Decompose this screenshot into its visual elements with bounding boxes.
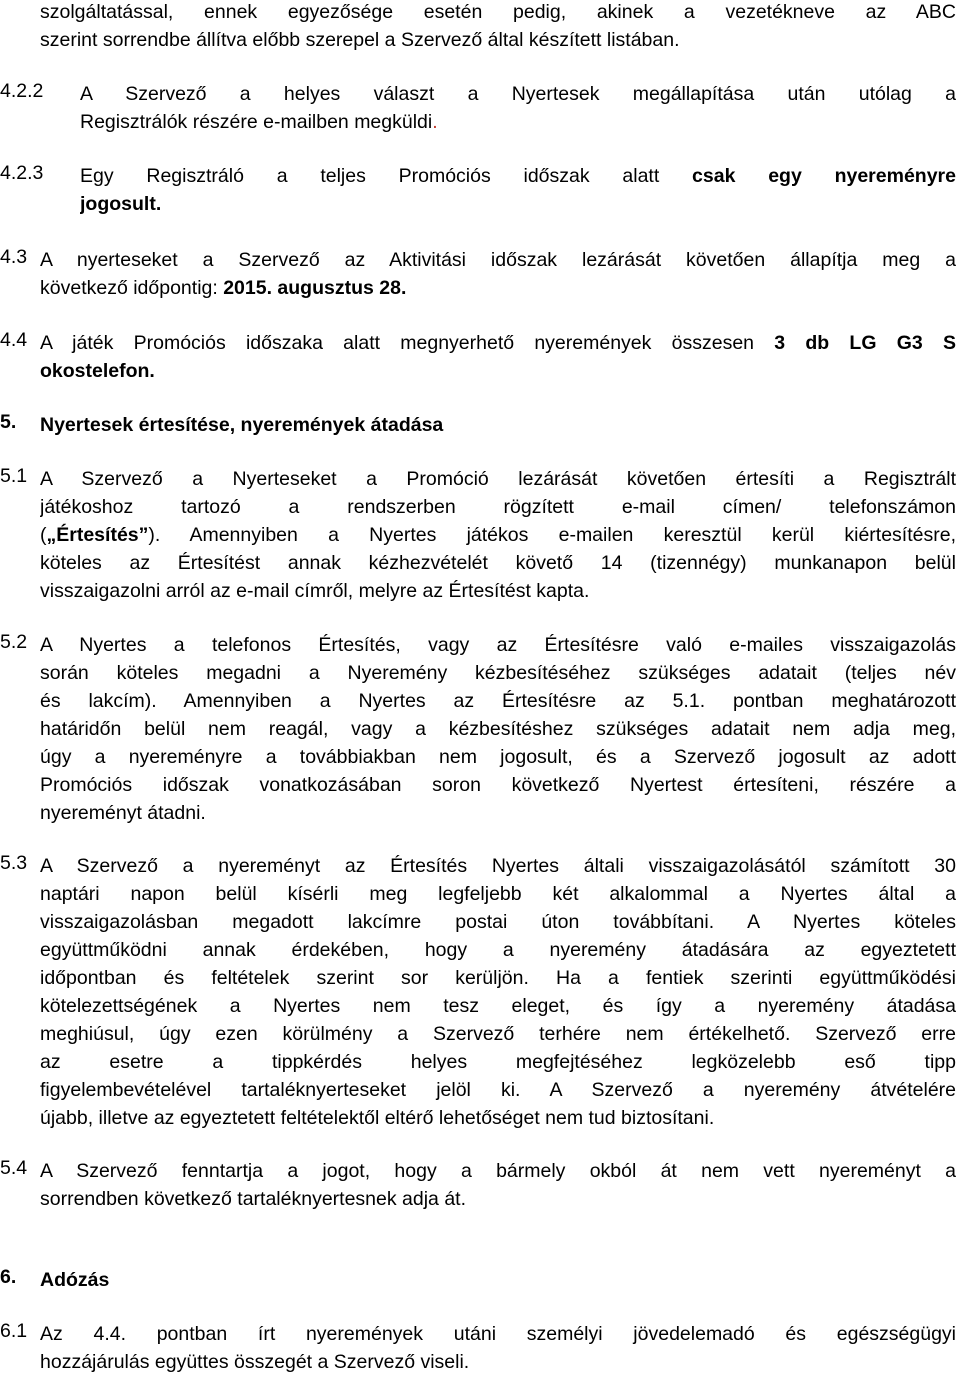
- text-line: határidőn belül nem reagál, vagy a kézbesítéshez szükséges adatait nem adja meg,: [40, 718, 956, 740]
- section-number: 5.4: [0, 1157, 28, 1179]
- text-line: Promóciós időszak vonatkozásában soron következő Nyertest értesíteni, részére a: [40, 774, 956, 796]
- text-line: [80, 162, 956, 190]
- text-line: [80, 108, 956, 136]
- heading-title: Adózás: [40, 1269, 110, 1291]
- text-line: úgy a nyereményre a továbbiakban nem jogosult, és a Szervező jogosult az adott: [40, 746, 956, 768]
- text-span: Regisztrálók részére e-mailben megküldi: [80, 111, 433, 133]
- text-line: A Szervező fenntartja a jogot, hogy a bármely okból át nem vett nyereményt a: [40, 1160, 956, 1182]
- text-span-bold: „Értesítés”: [46, 524, 149, 546]
- text-line: az esetre a tippkérdés helyes megfejtéséhez legközelebb eső tipp: [40, 1051, 956, 1073]
- section-number: 4.2.3: [0, 162, 44, 184]
- text-line: [40, 521, 956, 549]
- text-line: A Szervező a nyereményt az Értesítés Nyertes általi visszaigazolásától számított 30: [40, 855, 956, 877]
- text-line: újabb, illetve az egyeztetett feltételektől eltérő lehetőséget nem tud biztosítani.: [40, 1107, 715, 1129]
- heading-number: 5.: [0, 411, 17, 433]
- text-line: figyelembevételével tartaléknyerteseket jelöl ki. A Szervező a nyeremény átvételére: [40, 1079, 956, 1101]
- text-line: A Nyertes a telefonos Értesítés, vagy az Értesítésre való e-mailes visszaigazolás: [40, 634, 956, 656]
- text-line: [40, 274, 956, 302]
- heading-number: 6.: [0, 1266, 17, 1288]
- text-line: sorrendben következő tartaléknyertesnek adja át.: [40, 1188, 467, 1210]
- section-number: 4.4: [0, 329, 28, 351]
- text-span-bold: 2015. augusztus 28.: [223, 277, 407, 299]
- text-line: időpontban és feltételek szerint sor kerüljön. Ha a fentiek szerinti együttműködési: [40, 967, 956, 989]
- text-line: A Szervező a Nyerteseket a Promóció lezárását követően értesíti a Regisztrált: [40, 468, 956, 490]
- text-line: A Szervező a helyes választ a Nyertesek megállapítása után utólag a: [80, 83, 956, 105]
- text-line: együttműködni annak érdekében, hogy a nyeremény átadására az egyeztetett: [40, 939, 956, 961]
- section-number: 4.3: [0, 246, 28, 268]
- section-number: 6.1: [0, 1320, 28, 1342]
- section-number: 4.2.2: [0, 80, 44, 102]
- text-line: játékoshoz tartozó a rendszerben rögzített e-mail címen/ telefonszámon: [40, 496, 956, 518]
- text-line: Az 4.4. pontban írt nyeremények utáni személyi jövedelemadó és egészségügyi: [40, 1323, 956, 1345]
- text-span-bold: 3 db LG G3 S: [774, 332, 956, 354]
- text-span-bold: csak egy nyereményre: [692, 165, 956, 187]
- heading-title: Nyertesek értesítése, nyeremények átadása: [40, 414, 444, 436]
- text-line: okostelefon.: [40, 360, 155, 382]
- section-number: 5.2: [0, 631, 28, 653]
- text-line: naptári napon belül kísérli meg legfeljebb két alkalommal a Nyertes által a: [40, 883, 956, 905]
- text-line: nyereményt átadni.: [40, 802, 206, 824]
- text-line: A nyerteseket a Szervező az Aktivitási időszak lezárását követően állapítja meg a: [40, 249, 956, 271]
- text-line: kötelezettségének a Nyertes nem tesz eleget, és így a nyeremény átadása: [40, 995, 956, 1017]
- text-span: következő időpontig:: [40, 277, 224, 299]
- text-span: (: [40, 524, 47, 546]
- text-line: hozzájárulás együttes összegét a Szervező viseli.: [40, 1351, 470, 1373]
- text-line: során köteles megadni a Nyeremény kézbesítéséhez szükséges adatait (teljes név: [40, 662, 956, 684]
- text-span: ). Amennyiben a Nyertes játékos e-mailen keresztül kerül kiértesítésre,: [148, 524, 956, 546]
- text-line: szerint sorrendbe állítva előbb szerepel a Szervező által készített listában.: [40, 29, 680, 51]
- text-line: köteles az Értesítést annak kézhezvételét követő 14 (tizennégy) munkanapon belül: [40, 552, 956, 574]
- section-number: 5.3: [0, 852, 28, 874]
- text-line: visszaigazolni arról az e-mail címről, melyre az Értesítést kapta.: [40, 580, 590, 602]
- section-number: 5.1: [0, 465, 28, 487]
- text-span: .: [432, 111, 438, 133]
- text-line: és lakcím). Amennyiben a Nyertes az Értesítésre az 5.1. pontban meghatározott: [40, 690, 956, 712]
- text-line: [40, 329, 956, 357]
- text-line: jogosult.: [80, 193, 162, 215]
- text-line: visszaigazolásban megadott lakcímre postai úton továbbítani. A Nyertes köteles: [40, 911, 956, 933]
- text-span: A játék Promóciós időszaka alatt megnyerhető nyeremények összesen: [40, 332, 775, 354]
- text-line: szolgáltatással, ennek egyezősége esetén pedig, akinek a vezetékneve az ABC: [40, 1, 956, 23]
- text-span: Egy Regisztráló a teljes Promóciós időszak alatt: [80, 165, 693, 187]
- text-line: meghiúsul, úgy ezen körülmény a Szervező terhére nem értékelhető. Szervező erre: [40, 1023, 956, 1045]
